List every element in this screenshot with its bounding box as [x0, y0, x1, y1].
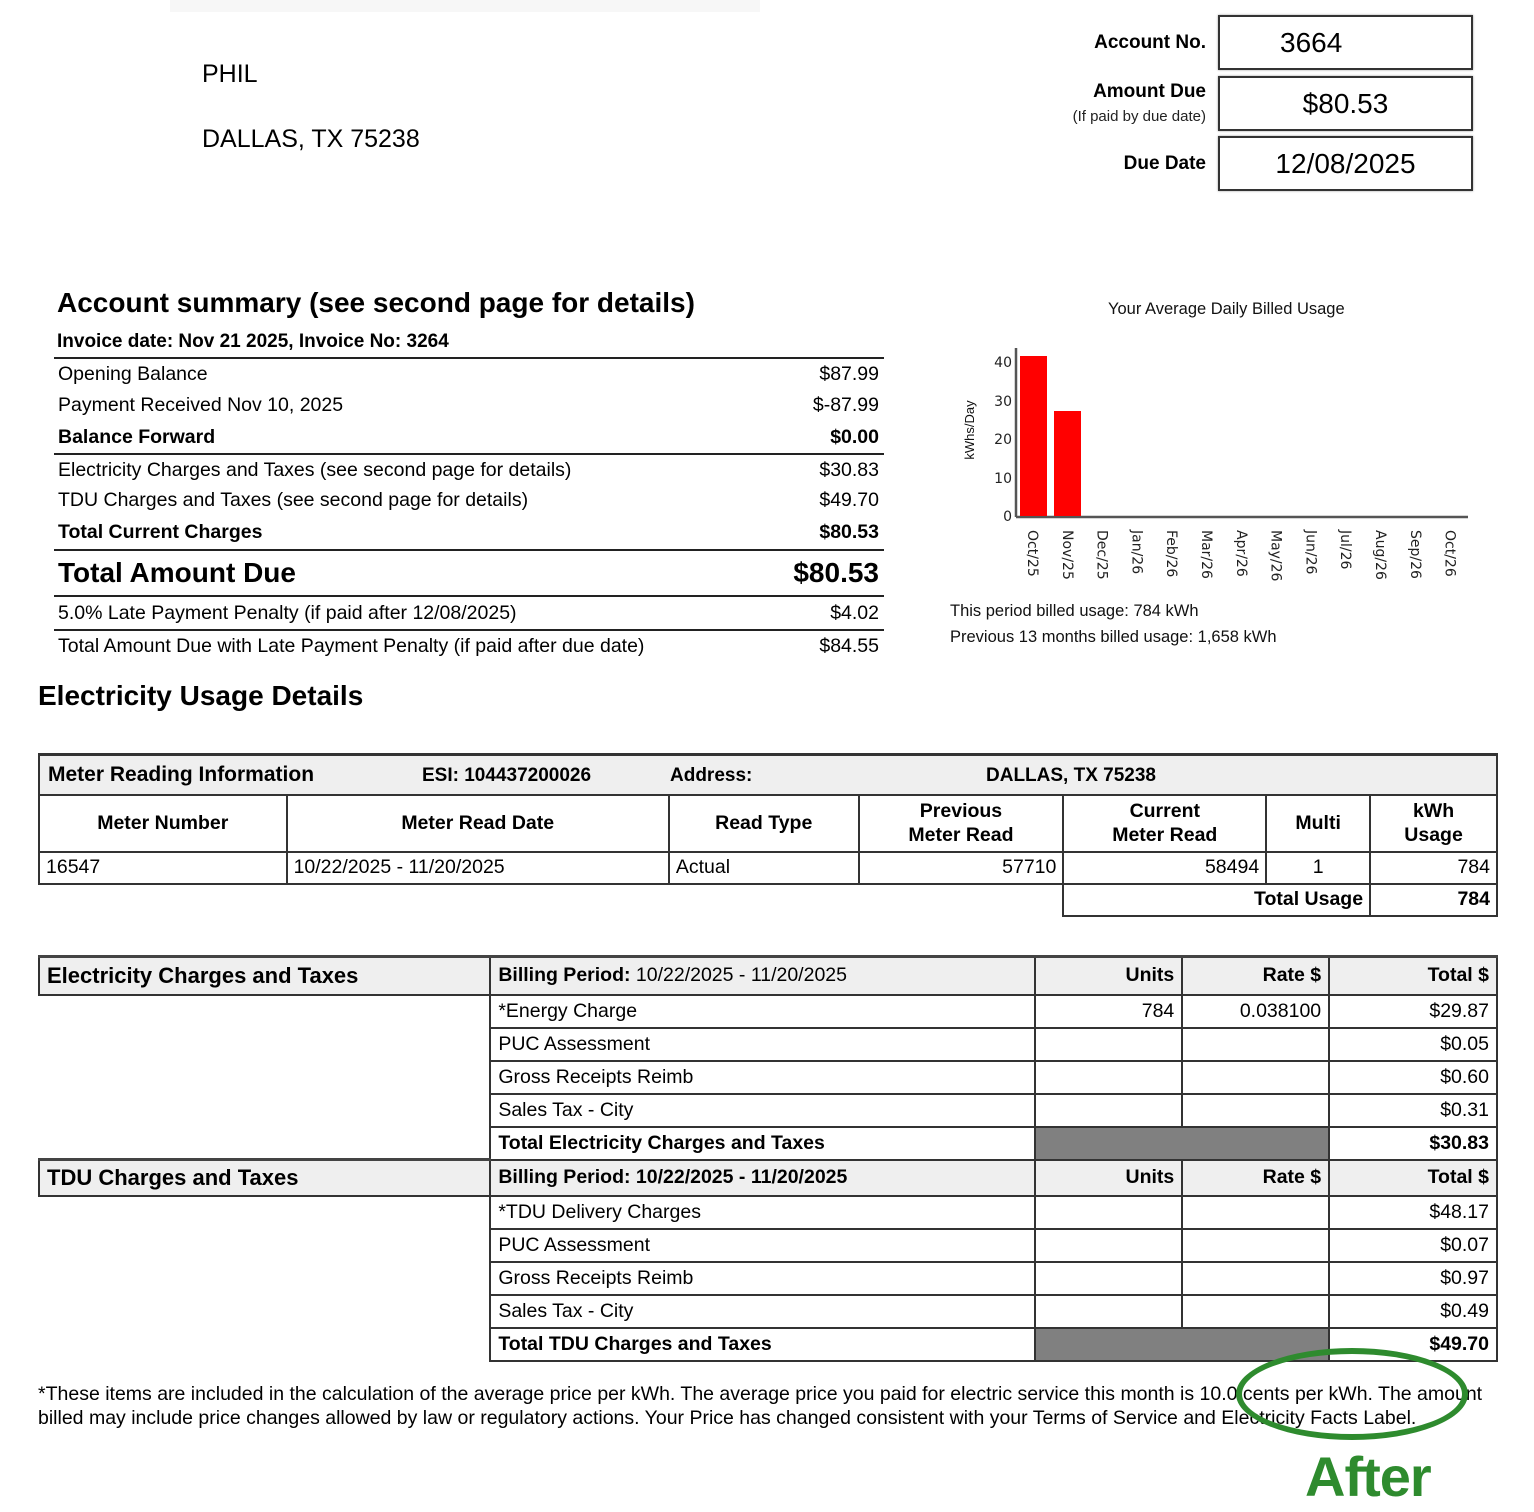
usage-details-heading: Electricity Usage Details	[38, 680, 364, 711]
amount-due-sublabel: (If paid by due date)	[1072, 108, 1206, 125]
tdu-total-row: Total TDU Charges and Taxes $49.70	[39, 1328, 1497, 1361]
svg-text:40: 40	[994, 355, 1012, 371]
after-annotation: After	[1305, 1445, 1431, 1508]
x-tick-label: Dec/25	[1093, 530, 1110, 580]
electricity-section-title: Electricity Charges and Taxes	[39, 957, 490, 995]
svg-text:0: 0	[1003, 509, 1012, 525]
x-tick-label: Apr/26	[1232, 530, 1249, 577]
summary-row-payment: Payment Received Nov 10, 2025 $-87.99	[58, 393, 879, 416]
table-row: 16547 10/22/2025 - 11/20/2025 Actual 57710 58494 1 784	[39, 852, 1497, 884]
y-axis-label: kWhs/Day	[962, 400, 977, 460]
electricity-total-row: Total Electricity Charges and Taxes $30.83	[39, 1127, 1497, 1160]
y-axis-ticks	[994, 355, 1012, 525]
col-previous-read: Previous Meter Read	[859, 795, 1064, 852]
col-multi: Multi	[1266, 795, 1370, 852]
amount-due-label: Amount Due	[1093, 81, 1206, 102]
bar-oct-25	[1020, 356, 1047, 516]
period-usage-note: This period billed usage: 784 kWh	[950, 602, 1199, 620]
usage-bar-chart	[950, 340, 1480, 600]
table-row: Gross Receipts Reimb $0.60	[39, 1061, 1497, 1094]
svg-text:20: 20	[994, 432, 1012, 448]
x-tick-label: Oct/25	[1024, 530, 1040, 577]
svg-text:30: 30	[994, 394, 1012, 410]
table-row: Sales Tax - City $0.31	[39, 1094, 1497, 1127]
total-usage-label: Total Usage	[1063, 884, 1370, 916]
x-tick-label: Jun/26	[1302, 530, 1319, 575]
bar-nov-25	[1054, 411, 1081, 516]
electricity-charges-table	[38, 955, 1498, 1362]
x-tick-label: Aug/26	[1372, 530, 1388, 580]
x-tick-label: Mar/26	[1198, 530, 1214, 579]
x-tick-label: Nov/25	[1058, 530, 1075, 580]
esi-id: ESI: 104437200026	[422, 765, 592, 786]
account-no-label: Account No.	[1094, 32, 1206, 53]
top-strip	[170, 0, 760, 12]
tdu-section-title: TDU Charges and Taxes	[39, 1160, 490, 1196]
summary-row-total-due: Total Amount Due $80.53	[54, 549, 884, 595]
electricity-header-row: Electricity Charges and Taxes Billing Period: 10/22/2025 - 11/20/2025 Units Rate $ Total $	[39, 957, 1497, 995]
highlight-circle	[1236, 1348, 1468, 1440]
col-kwh-usage: kWh Usage	[1370, 795, 1497, 852]
total-usage-value: 784	[1370, 884, 1497, 916]
meter-info-title: Meter Reading Information	[48, 762, 315, 786]
col-current-read: Current Meter Read	[1063, 795, 1266, 852]
x-tick-label: May/26	[1267, 530, 1284, 582]
tdu-header-row: TDU Charges and Taxes Billing Period: 10/22/2025 - 11/20/2025 Units Rate $ Total $	[39, 1160, 1497, 1196]
amount-due-value: $80.53	[1218, 76, 1473, 131]
total-usage-row	[39, 884, 1497, 916]
due-date-value: 12/08/2025	[1218, 136, 1473, 191]
table-row: PUC Assessment $0.07	[39, 1229, 1497, 1262]
x-tick-label: Sep/26	[1406, 530, 1423, 579]
customer-city: DALLAS, TX 75238	[202, 125, 420, 153]
summary-row-late-penalty: 5.0% Late Payment Penalty (if paid after 12/08/2025) $4.02	[54, 595, 884, 629]
summary-row-balance-forward: Balance Forward $0.00	[58, 425, 879, 448]
x-axis-ticks	[1024, 529, 1458, 582]
account-no-value: 3664	[1218, 15, 1473, 70]
svg-text:10: 10	[994, 471, 1012, 487]
table-row: Sales Tax - City $0.49	[39, 1295, 1497, 1328]
summary-title: Account summary (see second page for details)	[57, 287, 695, 318]
invoice-line: Invoice date: Nov 21 2025, Invoice No: 3264	[57, 331, 449, 352]
summary-row-tdu: TDU Charges and Taxes (see second page for details) $49.70	[58, 489, 879, 511]
summary-row-electricity: Electricity Charges and Taxes (see second page for details) $30.83	[54, 453, 884, 485]
meter-info-header	[39, 755, 1497, 795]
customer-name: PHIL	[202, 60, 258, 88]
col-read-type: Read Type	[669, 795, 859, 852]
chart-title: Your Average Daily Billed Usage	[1108, 300, 1345, 318]
x-tick-label: Jan/26	[1128, 530, 1145, 575]
table-row: PUC Assessment $0.05	[39, 1028, 1497, 1061]
x-tick-label: Jul/26	[1337, 530, 1354, 570]
previous-usage-note: Previous 13 months billed usage: 1,658 kWh	[950, 628, 1277, 646]
col-meter-number: Meter Number	[39, 795, 287, 852]
due-date-label: Due Date	[1123, 153, 1206, 174]
summary-table	[54, 357, 884, 661]
x-tick-label: Feb/26	[1163, 530, 1180, 578]
meter-reading-table	[38, 753, 1498, 917]
table-row: Gross Receipts Reimb $0.97	[39, 1262, 1497, 1295]
meter-columns	[39, 795, 1497, 852]
col-read-date: Meter Read Date	[287, 795, 669, 852]
table-row: *Energy Charge 784 0.038100 $29.87	[39, 995, 1497, 1028]
summary-row-opening: Opening Balance $87.99	[54, 357, 884, 389]
x-tick-label: Oct/26	[1441, 530, 1458, 577]
address-label: Address:	[670, 765, 753, 786]
summary-row-total-with-penalty: Total Amount Due with Late Payment Penalty (if paid after due date) $84.55	[54, 629, 884, 661]
table-row: *TDU Delivery Charges $48.17	[39, 1196, 1497, 1229]
summary-row-total-current: Total Current Charges $80.53	[58, 521, 879, 543]
footnote: *These items are included in the calculation of the average price per kWh. The average price you paid for electric service this month is 10.0 cents per kWh. The amount billed may include price changes allowed by law or regulatory actions. Your Price has changed consistent with your Terms of Service and Electricity Facts Label.	[38, 1383, 1483, 1429]
address-value: DALLAS, TX 75238	[986, 765, 1156, 786]
